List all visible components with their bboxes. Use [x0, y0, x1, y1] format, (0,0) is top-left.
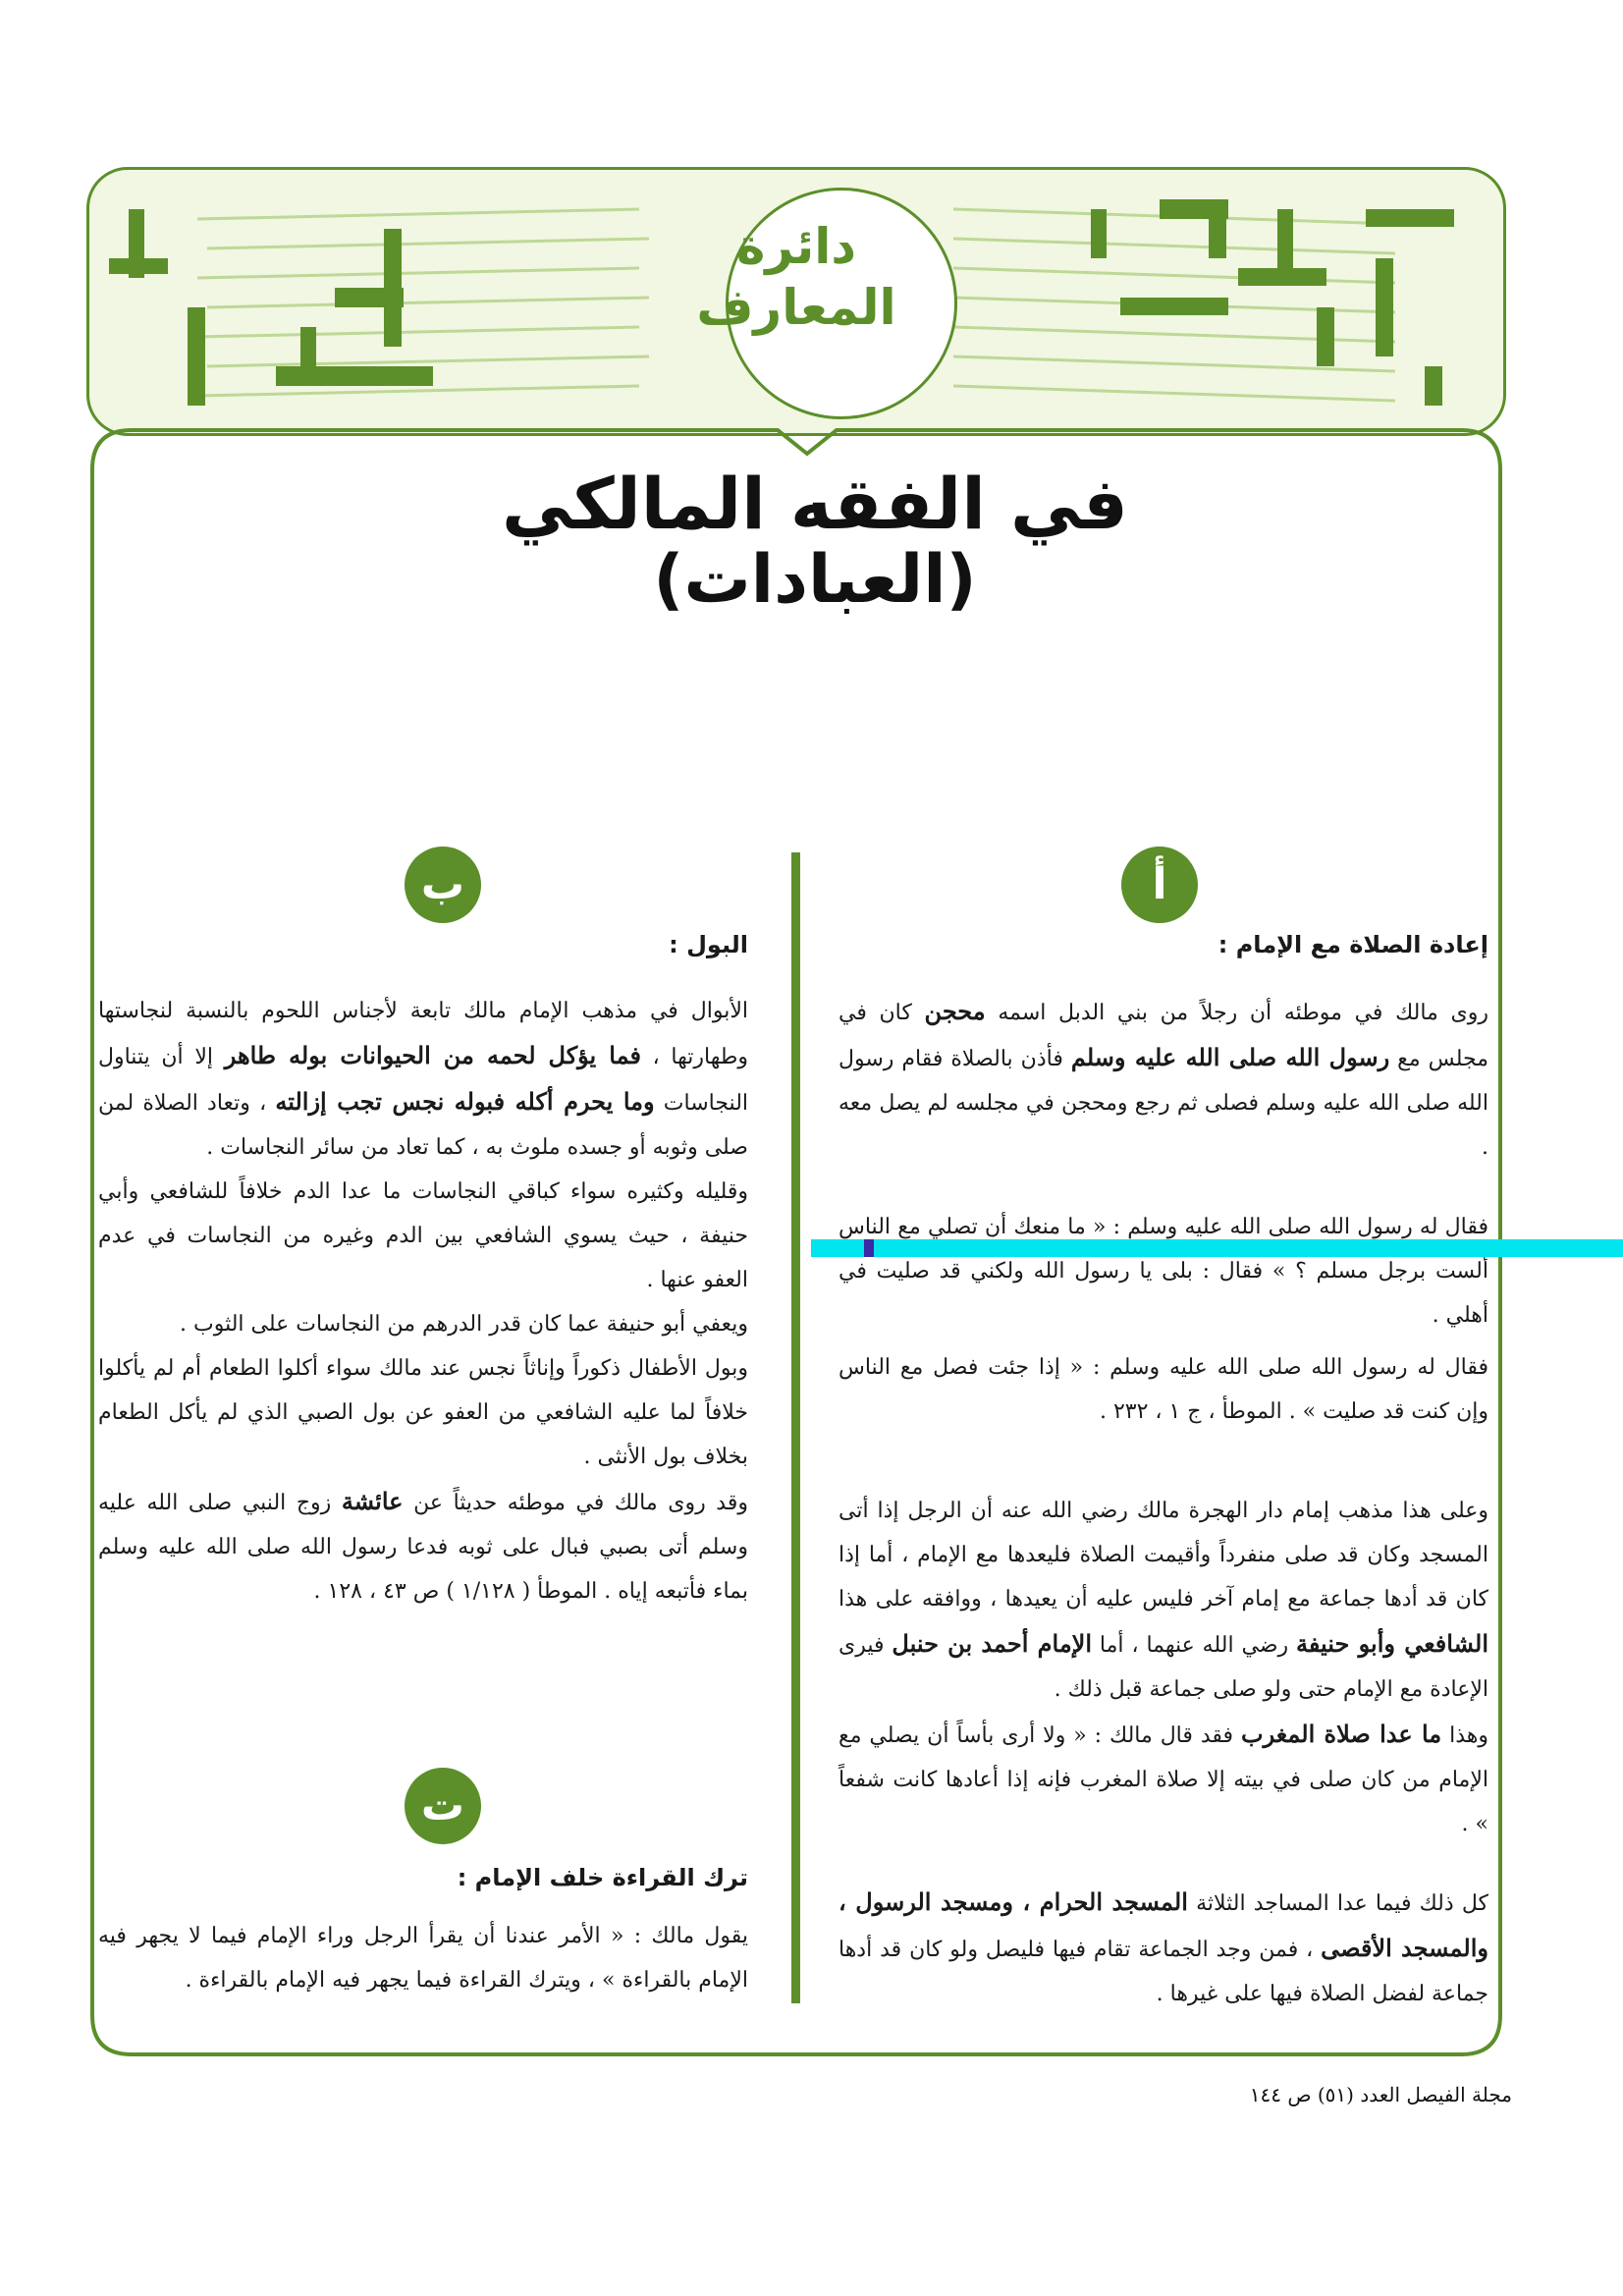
section-b	[98, 923, 748, 1613]
column-divider	[791, 852, 800, 2003]
header-title-line2: المعارف	[696, 279, 896, 336]
section-a-badge: أ	[1121, 847, 1198, 923]
section-a-heading: إعادة الصلاة مع الإمام :	[1217, 931, 1488, 958]
section-a-paragraph-1: روى مالك في موطئه أن رجلاً من بني الدبل اسمه محجن كان في مجلس مع رسول الله صلى الله عليه وسلم فأذن بالصلاة فقام رسول الله صلى الله عليه وسلم فصلى ثم رجع ومحجن في مجلسه لم يصل معه .	[839, 997, 1489, 1160]
section-b-paragraph-5: وقد روى مالك في موطئه حديثاً عن عائشة زوج النبي صلى الله عليه وسلم أتى بصبي فبال على ثوبه فدعا رسول الله صلى الله عليه وسلم بماء فأتبعه إياه . الموطأ ( ١/١٢٨ ) ص ٤٣ ، ١٢٨ .	[98, 1487, 748, 1604]
section-c-badge: ت	[405, 1768, 481, 1844]
section-b-paragraph-4: وبول الأطفال ذكوراً وإناثاً نجس عند مالك سواء أكلوا الطعام أم لم يأكلوا خلافاً لما عليه الشافعي من العفو عن بول الصبي الذي لم يأكل الطعام بخلاف بول الأنثى .	[98, 1356, 748, 1469]
section-b-paragraph-2: وقليله وكثيره سواء كباقي النجاسات ما عدا الدم خلافاً للشافعي وأبي حنيفة ، حيث يسوي الشافعي بين الدم وغيره من النجاسات في عدم العفو عنها .	[98, 1179, 748, 1292]
section-a	[839, 923, 1488, 2016]
section-c	[98, 1856, 748, 2002]
section-c-heading: ترك القراءة خلف الإمام :	[457, 1864, 748, 1891]
section-b-paragraph-3: ويعفي أبو حنيفة عما كان قدر الدرهم من النجاسات على الثوب .	[180, 1312, 748, 1337]
article-subtitle: (العبادات)	[653, 541, 977, 619]
section-a-paragraph-4: وعلى هذا مذهب إمام دار الهجرة مالك رضي الله عنه أن الرجل إذا أتى المسجد وكان قد صلى منفرداً وأقيمت الصلاة فليعدها مع الإمام ، أما إذا كان قد أدها جماعة مع إمام آخر فليس عليه أن يعيدها ، ووافقه على هذا الشافعي وأبو حنيفة رضي الله عنهما ، أما الإمام أحمد بن حنبل فيرى الإعادة مع الإمام حتى ولو صلى جماعة قبل ذلك .	[839, 1499, 1488, 1702]
page-footer: مجلة الفيصل العدد (٥١) ص ١٤٤	[1249, 2083, 1512, 2106]
section-b-heading: البول :	[669, 931, 748, 958]
section-b-paragraph-1: الأبوال في مذهب الإمام مالك تابعة لأجناس اللحوم بالنسبة لنجاستها وطهارتها ، فما يؤكل لحمه من الحيوانات بوله طاهر إلا أن يتناول النجاسات وما يحرم أكله فبوله نجس تجب إزالته ، وتعاد الصلاة لمن صلى وثوبه أو جسده ملوث به ، كما تعاد من سائر النجاسات .	[98, 999, 749, 1160]
section-a-paragraph-5: وهذا ما عدا صلاة المغرب فقد قال مالك : « ولا أرى بأساً أن يصلي مع الإمام من كان صلى في بيته إلا صلاة المغرب فإنه إذا أعادها كانت شفعاً » .	[839, 1720, 1488, 1836]
article-title: في الفقه المالكي	[502, 463, 1128, 545]
section-a-paragraph-6: كل ذلك فيما عدا المساجد الثلاثة المسجد الحرام ، ومسجد الرسول ، والمسجد الأقصى ، فمن وجد الجماعة تقام فيها فليصل ولو كان قد أدها جماعة لفضل الصلاة فيها على غيرها .	[839, 1887, 1488, 2006]
scan-artifact-bar	[811, 1239, 1623, 1257]
scan-artifact-mark	[864, 1239, 874, 1257]
section-b-badge: ب	[405, 847, 481, 923]
header-title-line1: دائرة	[735, 218, 857, 275]
section-c-paragraph-1: يقول مالك : « الأمر عندنا أن يقرأ الرجل وراء الإمام فيما لا يجهر فيه الإمام بالقراءة » ، ويترك القراءة فيما يجهر فيه الإمام بالقراءة .	[98, 1924, 748, 1993]
section-a-paragraph-3: فقال له رسول الله صلى الله عليه وسلم : « إذا جئت فصل مع الناس وإن كنت قد صليت » . الموطأ ، ج ١ ، ٢٣٢ .	[839, 1355, 1488, 1424]
section-a-paragraph-2: فقال له رسول الله صلى الله عليه وسلم : « ما منعك أن تصلي مع الناس ألست برجل مسلم ؟ » فقال : بلى يا رسول الله ولكني قد صليت في أهلي .	[839, 1215, 1488, 1328]
